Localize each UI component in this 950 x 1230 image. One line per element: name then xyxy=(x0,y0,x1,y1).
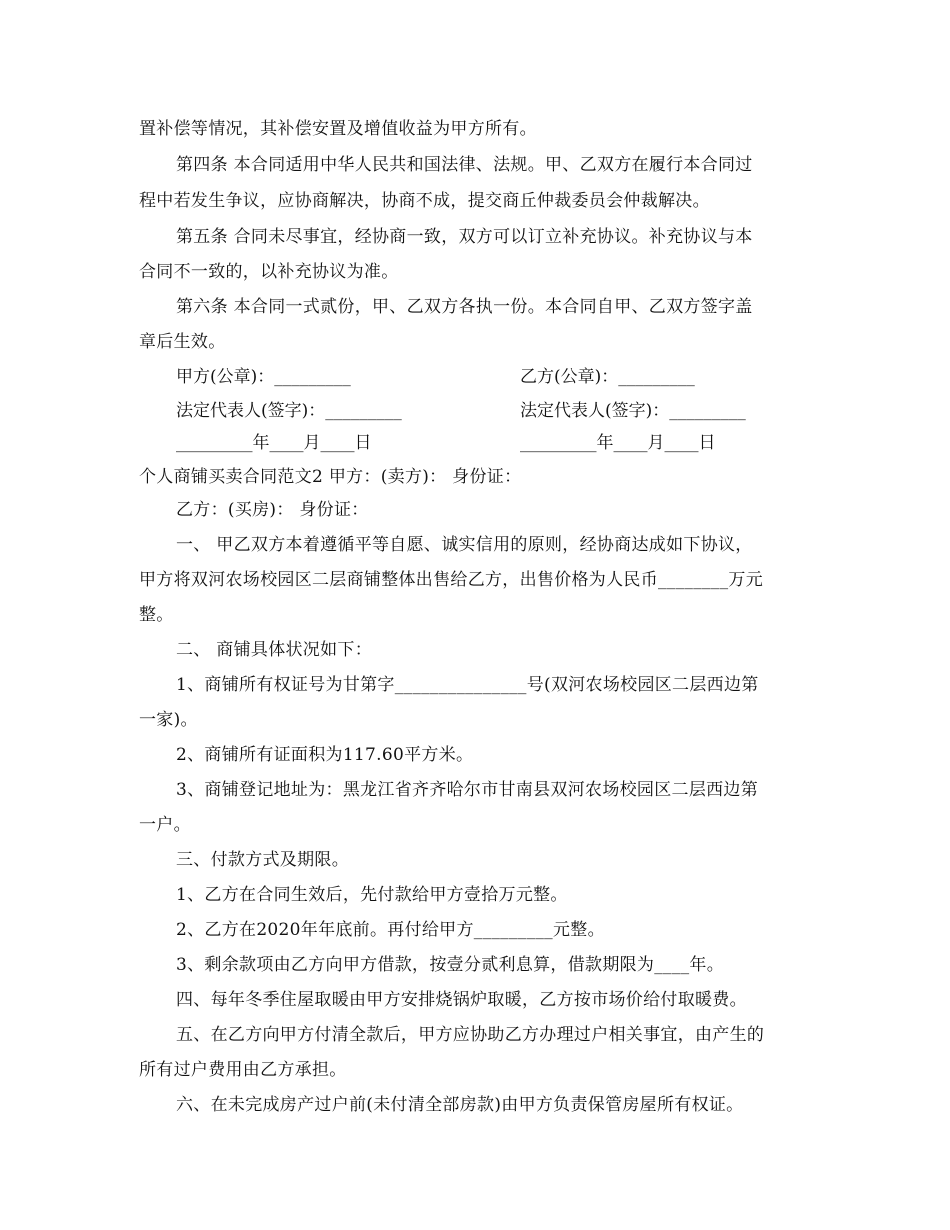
text-line: 所有过户费用由乙方承担。 xyxy=(139,1060,347,1080)
text-line: 置补偿等情况，其补偿安置及增值收益为甲方所有。 xyxy=(139,119,537,139)
section-heading: 个人商铺买卖合同范文2 甲方：(卖方)： 身份证： xyxy=(139,467,522,487)
text-line: 1、乙方在合同生效后，先付款给甲方壹拾万元整。 xyxy=(176,885,568,905)
text-line: 一户。 xyxy=(139,815,191,835)
text-line: 四、每年冬季住屋取暖由甲方安排烧锅炉取暖，乙方按市场价给付取暖费。 xyxy=(176,990,747,1010)
party-b-seal: 乙方(公章)：_________ xyxy=(520,367,695,387)
party-b-date: _________年____月____日 xyxy=(520,433,716,453)
party-b-representative: 法定代表人(签字)：_________ xyxy=(520,401,746,421)
text-line: 三、付款方式及期限。 xyxy=(176,850,349,870)
text-line: 二、 商铺具体状况如下： xyxy=(176,640,373,660)
text-line: 程中若发生争议，应协商解决，协商不成，提交商丘仲裁委员会仲裁解决。 xyxy=(139,191,710,211)
text-line: 甲方将双河农场校园区二层商铺整体出售给乙方，出售价格为人民币________万元 xyxy=(139,570,763,590)
text-line: 3、商铺登记地址为：黑龙江省齐齐哈尔市甘南县双河农场校园区二层西边第 xyxy=(176,780,759,800)
party-a-representative: 法定代表人(签字)：_________ xyxy=(176,401,402,421)
text-line: 3、剩余款项由乙方向甲方借款，按壹分贰利息算，借款期限为____年。 xyxy=(176,955,725,975)
text-line: 第六条 本合同一式贰份，甲、乙双方各执一份。本合同自甲、乙双方签字盖 xyxy=(176,297,753,317)
text-line: 章后生效。 xyxy=(139,332,226,352)
text-line: 六、在未完成房产过户前(未付清全部房款)由甲方负责保管房屋所有权证。 xyxy=(176,1095,744,1115)
text-line: 合同不一致的，以补充协议为准。 xyxy=(139,262,399,282)
text-line: 2、乙方在2020年年底前。再付给甲方_________元整。 xyxy=(176,920,605,940)
text-line: 2、商铺所有证面积为117.60平方米。 xyxy=(176,745,474,765)
text-line: 乙方：(买房)： 身份证： xyxy=(176,500,369,520)
text-line: 五、在乙方向甲方付清全款后，甲方应协助乙方办理过户相关事宜，由产生的 xyxy=(176,1025,765,1045)
text-line: 整。 xyxy=(139,605,174,625)
text-line: 第四条 本合同适用中华人民共和国法律、法规。甲、乙双方在履行本合同过 xyxy=(176,155,753,175)
party-a-seal: 甲方(公章)：_________ xyxy=(176,367,351,387)
text-line: 一家)。 xyxy=(139,710,198,730)
text-line: 第五条 合同未尽事宜，经协商一致，双方可以订立补充协议。补充协议与本 xyxy=(176,227,753,247)
party-a-date: _________年____月____日 xyxy=(176,433,372,453)
text-line: 一、 甲乙双方本着遵循平等自愿、诚实信用的原则，经协商达成如下协议， xyxy=(176,535,753,555)
text-line: 1、商铺所有权证号为甘第字_______________号(双河农场校园区二层西边第 xyxy=(176,675,759,695)
